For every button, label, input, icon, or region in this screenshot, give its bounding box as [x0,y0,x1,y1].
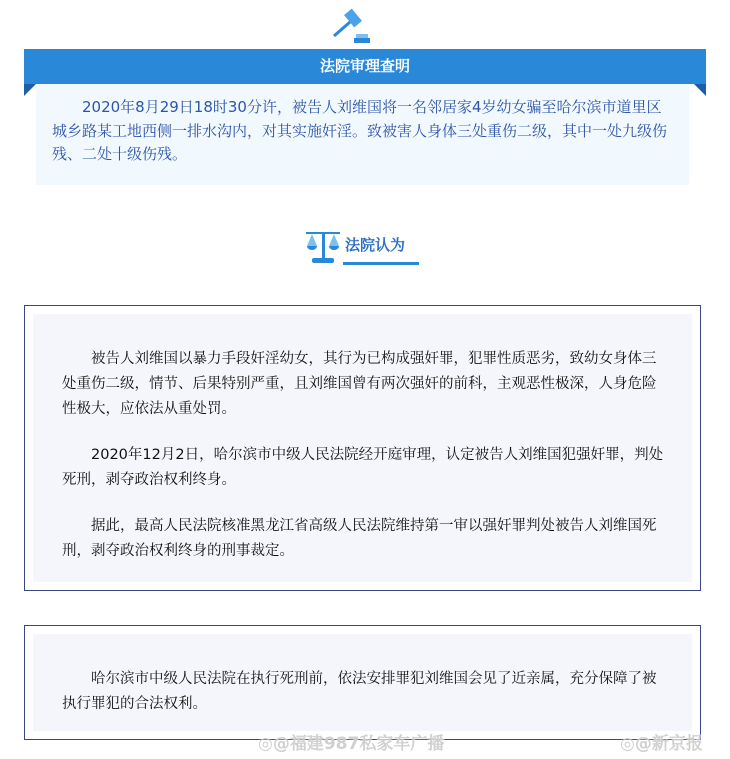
title-underline [343,262,419,265]
banner-fold [24,84,36,96]
findings-box [36,84,689,185]
section-banner-title: 法院审理查明 [24,49,706,84]
findings-text: 2020年8月29日18时30分许，被告人刘维国将一名邻居家4岁幼女骗至哈尔滨市道里区城乡路某工地西侧一排水沟内，对其实施奸淫。致被害人身体三处重伤二级，其中一处九级伤残、二处十级伤残。 [52,98,668,163]
scales-icon [305,230,341,264]
banner-fold [694,84,706,96]
gavel-icon [330,8,374,44]
execution-card [24,625,701,740]
paragraph: 哈尔滨市中级人民法院在执行死刑前，依法安排罪犯刘维国会见了近亲属，充分保障了被执行罪犯的合法权利。 [62,671,657,712]
paragraph: 被告人刘维国以暴力手段奸淫幼女，其行为已构成强奸罪，犯罪性质恶劣，致幼女身体三处重伤二级，情节、后果特别严重，且刘维国曾有两次强奸的前科，主观恶性极深，人身危险性极大，应依法从重处罚。 [62,351,657,417]
watermark: ◎@福建987私家车广播 [258,734,445,754]
court-opinion-card [24,305,701,591]
section-title: 法院认为 [345,236,406,254]
paragraph: 2020年12月2日，哈尔滨市中级人民法院经开庭审理，认定被告人刘维国犯强奸罪，判处死刑，剥夺政治权利终身。 [62,447,664,488]
watermark: ◎@新京报 [620,734,703,754]
paragraph: 据此，最高人民法院核准黑龙江省高级人民法院维持第一审以强奸罪判处被告人刘维国死刑，剥夺政治权利终身的刑事裁定。 [62,518,657,559]
